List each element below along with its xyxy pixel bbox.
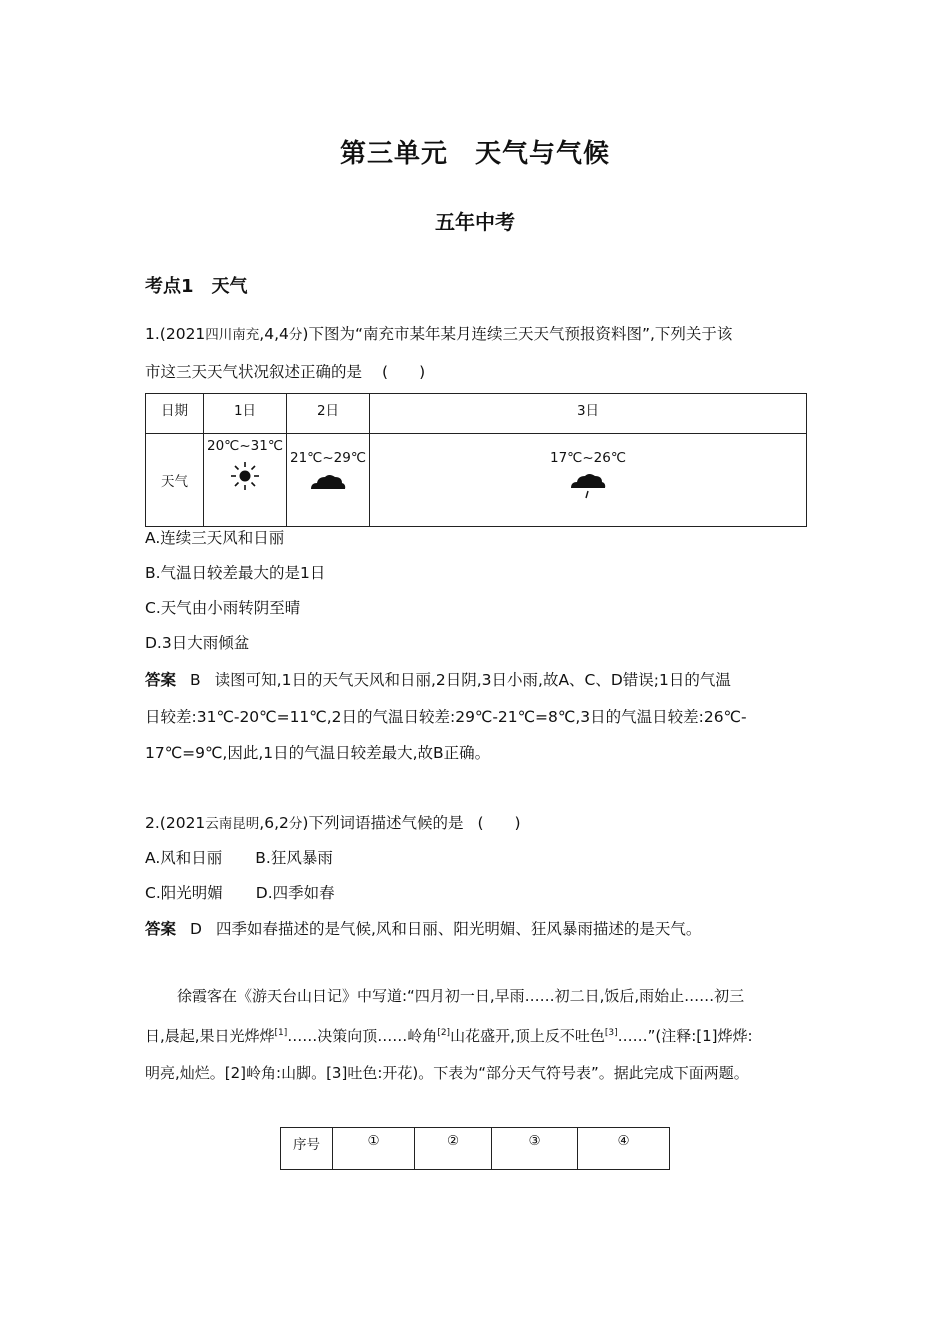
q1-stem-line1: 1.(2021四川南充,4,4分)下图为“南充市某年某月连续三天天气预报资料图”,下列关于该 [145,325,733,343]
header-date: 日期 [146,394,204,434]
answer-blank: ( ) [477,814,521,832]
header-day1: 1日 [204,394,287,434]
q2-options-row1: A.风和日丽 B.狂风暴雨 [145,849,333,867]
q1-stem-line2: 市这三天天气状况叙述正确的是 ( ) [145,360,425,382]
q2-answer: 答案 D 四季如春描述的是气候,风和日丽、阳光明媚、狂风暴雨描述的是天气。 [145,920,702,938]
page-title: 第三单元 天气与气候 [339,139,610,169]
symbol-1: ① [333,1128,415,1170]
day1-cell [204,434,287,527]
q1-option-d: D.3日大雨倾盆 [145,634,250,652]
q1-answer: 答案 B 读图可知,1日的天气天风和日丽,2日阴,3日小雨,故A、C、D错误;1日的气温 [145,671,731,689]
answer-label: 答案 [145,671,177,689]
light-rain-icon [569,472,607,500]
section-heading: 考点1 天气 [145,276,248,297]
q1-explanation-line2: 日较差:31℃-20℃=11℃,2日的气温日较差:29℃-21℃=8℃,3日的气温日较差:26℃- [145,708,747,726]
answer-label: 答案 [145,920,177,938]
q1-option-a: A.连续三天风和日丽 [145,529,285,547]
q1-option-b: B.气温日较差最大的是1日 [145,564,326,582]
weather-forecast-table [145,393,807,527]
weather-symbol-table [280,1127,670,1170]
answer-blank: ( ) [382,363,426,381]
q2-options-row2: C.阳光明媚 D.四季如春 [145,884,335,902]
q1-option-c: C.天气由小雨转阴至晴 [145,599,301,617]
answer-letter: B [190,671,201,689]
day3-cell [370,434,807,527]
cloudy-icon [309,472,347,492]
day1-temp: 20℃~31℃ [207,438,283,454]
symbol-3: ③ [492,1128,578,1170]
day2-temp: 21℃~29℃ [290,450,366,466]
symbol-2: ② [415,1128,492,1170]
header-day2: 2日 [287,394,370,434]
day2-cell [287,434,370,527]
day3-temp: 17℃~26℃ [550,450,626,466]
q2-stem: 2.(2021云南昆明,6,2分)下列词语描述气候的是 ( ) [145,811,521,833]
sunny-icon [229,460,261,492]
reading-passage: 徐霞客在《游天台山日记》中写道:“四月初一日,早雨……初二日,饭后,雨始止……初三 日,晨起,果日光烨烨[1]……决策向顶……岭角[2]山花盛开,顶上反不吐色[3]……”(注释:[1]烨烨: 明亮,灿烂。[2]岭角:山脚。[3]吐色:开花)。下表为“部分天气符号表”。据此完成下面两题。 [145,987,753,1082]
header-day3: 3日 [370,394,807,434]
q1-explanation-line3: 17℃=9℃,因此,1日的气温日较差最大,故B正确。 [145,744,491,762]
answer-letter: D [190,920,202,938]
symbol-header: 序号 [281,1128,333,1170]
symbol-4: ④ [578,1128,670,1170]
page-subtitle: 五年中考 [435,210,515,234]
row-label-weather: 天气 [146,434,204,527]
